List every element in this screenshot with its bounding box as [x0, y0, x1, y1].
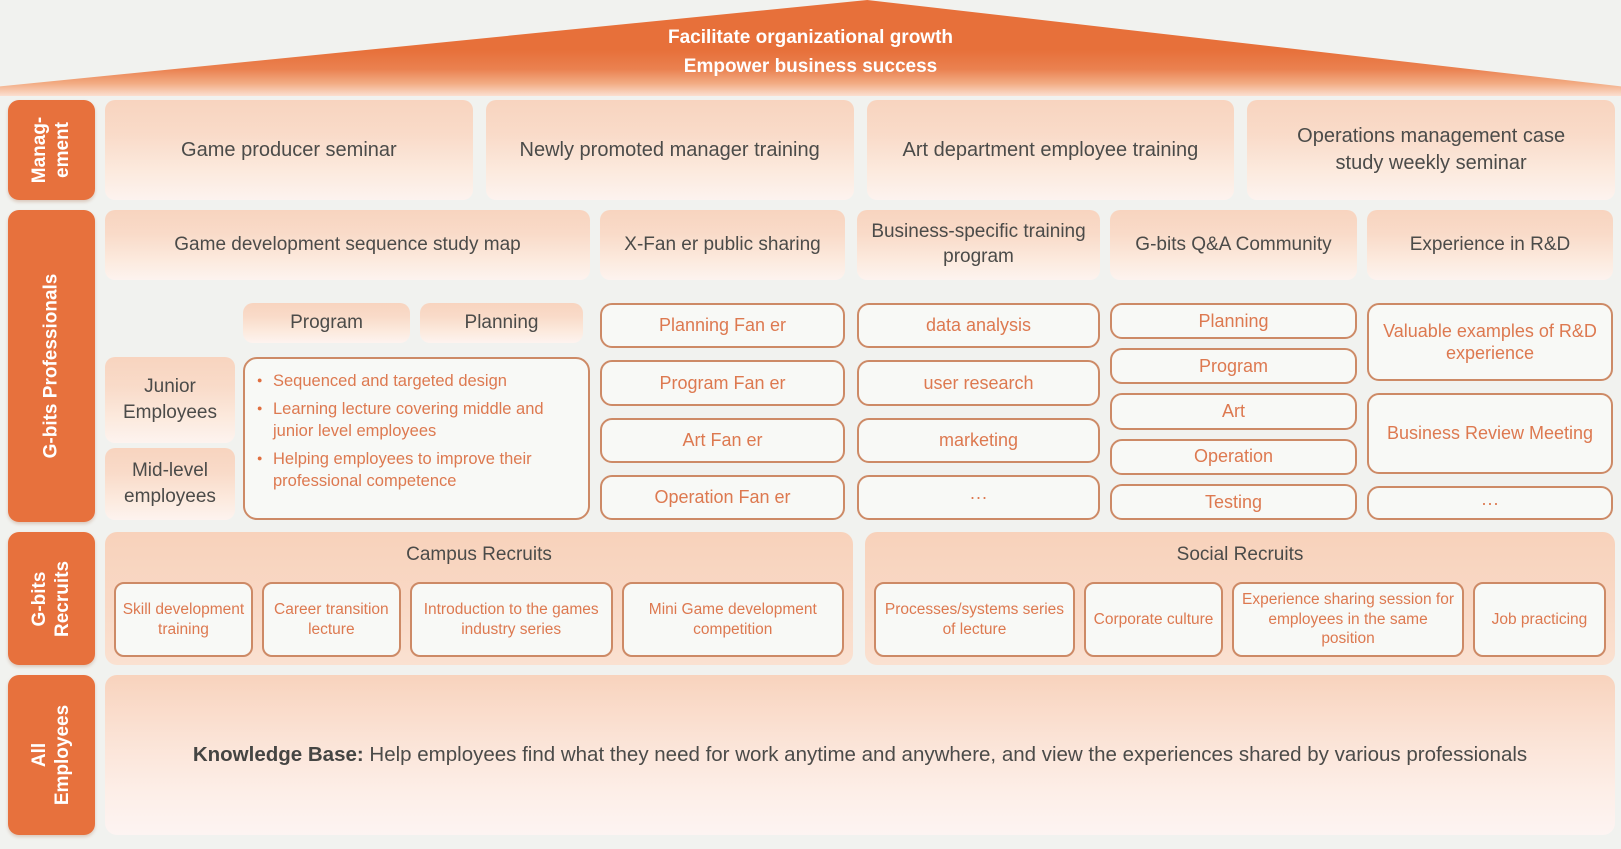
campus-recruits-items: [114, 582, 844, 657]
study-map-tab-planning: Planning: [420, 303, 583, 343]
sidebar-tab-management: [8, 100, 95, 200]
qa-community-column: [1110, 210, 1357, 522]
business-training-column: [857, 210, 1100, 522]
sidebar-tab-recruits: [8, 532, 95, 665]
fan-er-item-art: Art Fan er: [600, 418, 845, 463]
qa-item-testing: Testing: [1110, 484, 1357, 520]
study-map-tab-program: Program: [243, 303, 410, 343]
rnd-item-business-review-meeting: Business Review Meeting: [1367, 393, 1613, 474]
business-training-items: [857, 303, 1100, 520]
fan-er-header: X-Fan er public sharing: [600, 210, 845, 280]
rnd-header: Experience in R&D: [1367, 210, 1613, 280]
knowledge-base-description: Help employees find what they need for work anytime and anywhere, and view the experiences shared by various professionals: [363, 743, 1528, 767]
social-item-corporate-culture: Corporate culture: [1084, 582, 1223, 657]
campus-item-skill-development: Skill development training: [114, 582, 253, 657]
management-row: [105, 100, 1615, 200]
qa-item-art: Art: [1110, 393, 1357, 429]
qa-item-operation: Operation: [1110, 439, 1357, 475]
bullet-item: ● Helping employees to improve their professional competence: [257, 449, 578, 492]
roof-slogan-line1: Facilitate organizational growth: [667, 27, 954, 48]
bullet-item: ● Learning lecture covering middle and junior level employees: [257, 399, 578, 442]
qa-item-planning: Planning: [1110, 303, 1357, 339]
audience-box-mid-level-employees: Mid-level employees: [105, 448, 235, 520]
study-map-header: Game development sequence study map: [105, 210, 590, 280]
fan-er-column: [600, 210, 845, 522]
study-map-bullet-box: [243, 357, 590, 520]
professionals-row: [105, 210, 1615, 522]
bullet-item: ● Sequenced and targeted design: [257, 371, 578, 392]
qa-community-items: [1110, 303, 1357, 520]
sidebar-recruits-line1: G-bits: [28, 571, 50, 626]
management-box-operations-case-seminar: Operations management case study weekly seminar: [1247, 100, 1615, 200]
management-box-newly-promoted-manager-training: Newly promoted manager training: [486, 100, 854, 200]
rnd-items: [1367, 303, 1613, 520]
social-item-job-practicing: Job practicing: [1473, 582, 1606, 657]
management-box-art-department-training: Art department employee training: [867, 100, 1235, 200]
sidebar-all-employees-line2: Employees: [51, 704, 73, 806]
rnd-item-ellipsis: ···: [1367, 486, 1613, 520]
study-map-column: [105, 210, 590, 522]
campus-item-mini-game-competition: Mini Game development competition: [622, 582, 844, 657]
social-recruits-container: [865, 532, 1615, 665]
sidebar-tab-management-label: [29, 117, 75, 184]
qa-item-program: Program: [1110, 348, 1357, 384]
sidebar-professionals-line1: G-bits Professionals: [40, 273, 62, 459]
sidebar-tab-professionals: [8, 210, 95, 522]
sidebar-management-line1: Manag-: [28, 116, 50, 184]
fan-er-item-program: Program Fan er: [600, 360, 845, 405]
campus-item-games-industry-series: Introduction to the games industry series: [410, 582, 613, 657]
business-item-ellipsis: ···: [857, 475, 1100, 520]
social-item-processes-systems-lecture: Processes/systems series of lecture: [874, 582, 1075, 657]
qa-community-header: G-bits Q&A Community: [1110, 210, 1357, 280]
sidebar-tab-recruits-label: [29, 560, 75, 636]
sidebar-all-employees-line1: All: [28, 742, 50, 768]
campus-recruits-header: Campus Recruits: [406, 544, 552, 565]
roof-slogan: [0, 24, 1621, 81]
business-training-header: Business-specific training program: [857, 210, 1100, 280]
social-recruits-header: Social Recruits: [1176, 544, 1304, 565]
sidebar-tab-professionals-label: [40, 274, 63, 459]
audience-box-junior-employees: Junior Employees: [105, 357, 235, 443]
campus-item-career-transition: Career transition lecture: [262, 582, 401, 657]
business-item-user-research: user research: [857, 360, 1100, 405]
social-recruits-items: [874, 582, 1606, 657]
sidebar-recruits-line2: Recruits: [51, 560, 73, 637]
sidebar-tab-all-employees: [8, 675, 95, 835]
campus-recruits-container: [105, 532, 853, 665]
fan-er-item-operation: Operation Fan er: [600, 475, 845, 520]
study-map-bullet-list: [257, 371, 578, 492]
roof-banner: [0, 0, 1621, 96]
business-item-data-analysis: data analysis: [857, 303, 1100, 348]
management-box-game-producer-seminar: Game producer seminar: [105, 100, 473, 200]
business-item-marketing: marketing: [857, 418, 1100, 463]
fan-er-items: [600, 303, 845, 520]
knowledge-base-box: [105, 675, 1615, 835]
social-item-experience-sharing-session: Experience sharing session for employees in the same position: [1232, 582, 1464, 657]
rnd-item-valuable-examples: Valuable examples of R&D experience: [1367, 303, 1613, 381]
fan-er-item-planning: Planning Fan er: [600, 303, 845, 348]
knowledge-base-text: [153, 739, 1567, 771]
recruits-row: [105, 532, 1615, 665]
rnd-column: [1367, 210, 1613, 522]
roof-slogan-line2: Empower business success: [683, 55, 938, 77]
knowledge-base-title: Knowledge Base:: [192, 743, 364, 767]
sidebar-management-line2: ement: [51, 122, 73, 178]
sidebar-tab-all-employees-label: [29, 705, 75, 805]
